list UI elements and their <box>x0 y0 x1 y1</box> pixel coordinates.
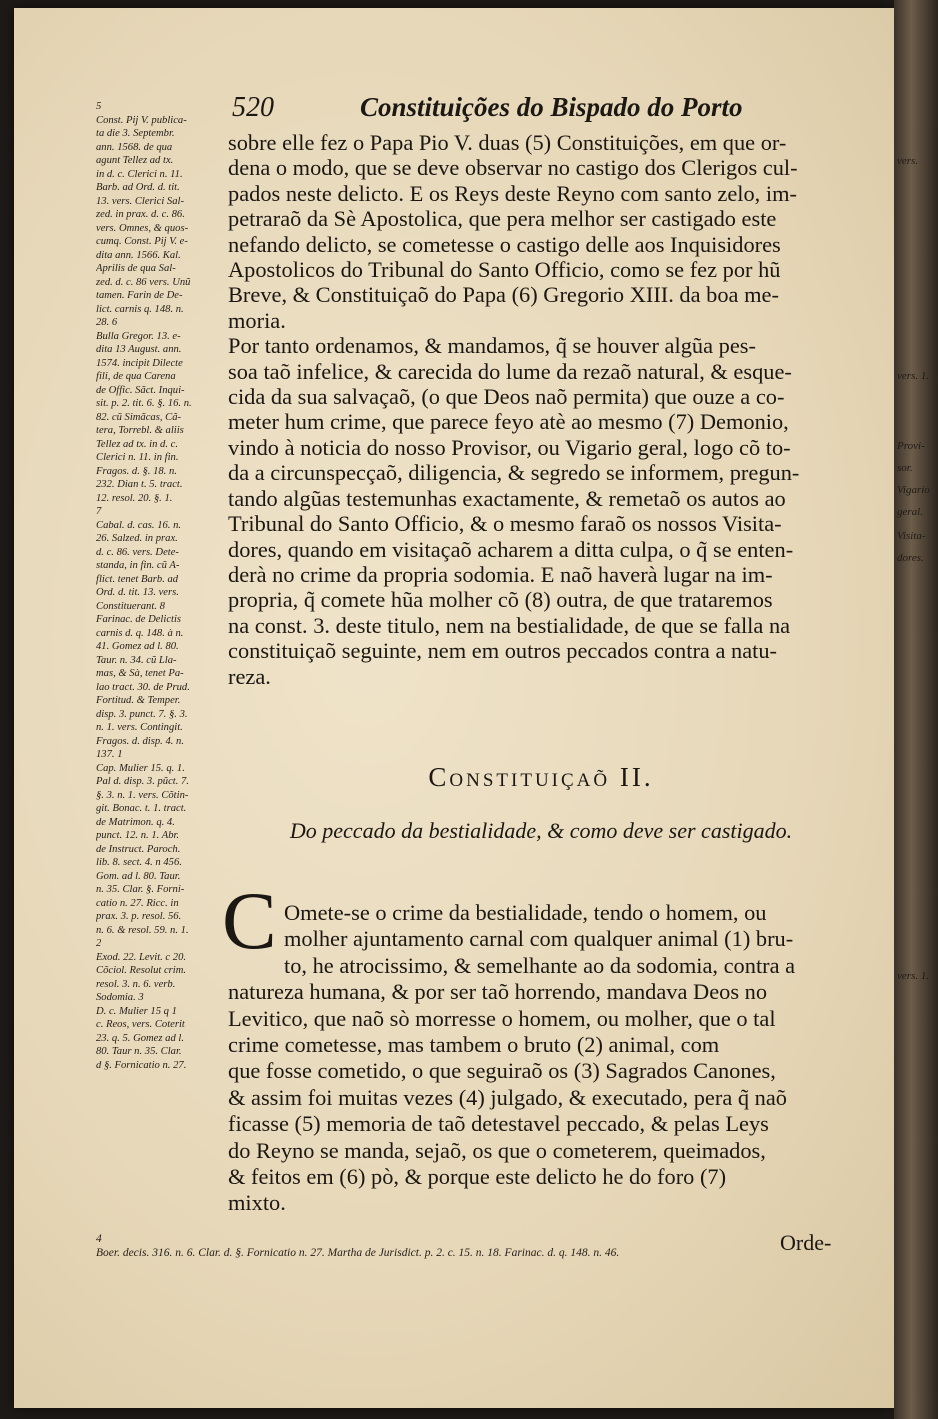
body-line: propria, q̃ comete hũa molher cõ (8) outra, de que trataremos <box>228 587 773 613</box>
body-line: dena o modo, que se deve observar no castigo dos Clerigos cul- <box>228 155 798 181</box>
margin-note-line: §. 3. n. 1. vers. Cõtin- <box>96 789 189 801</box>
body-line: nefando delicto, se cometesse o castigo delle aos Inquisidores <box>228 231 781 257</box>
edge-note: vers. 1. <box>897 970 930 982</box>
margin-note-line: Constituerant. 8 <box>96 600 165 612</box>
body-text-part1 <box>228 130 854 689</box>
margin-note-line: 80. Taur n. 35. Clar. <box>96 1046 182 1057</box>
body-line: reza. <box>228 663 271 689</box>
edge-note: geral. <box>897 506 923 518</box>
margin-note-line: 1574. incipit Dilecte <box>96 357 183 369</box>
margin-note-line: git. Bonac. t. 1. tract. <box>96 803 187 814</box>
margin-note-line: agunt Tellez ad tx. <box>96 155 174 166</box>
footnote-line: Boer. decis. 316. n. 6. Clar. d. §. Fornicatio n. 27. Martha de Jurisdict. p. 2. c. 15. n. 18. Farinac. d. q. 148. n. 46. <box>96 1247 620 1259</box>
edge-note: Vigario <box>897 484 930 496</box>
margin-note-line: punct. 12. n. 1. Abr. <box>96 830 180 841</box>
margin-note-line: d §. Fornicatio n. 27. <box>96 1059 187 1071</box>
margin-note-line: in d. c. Clerici n. 11. <box>96 168 183 180</box>
margin-note-line: dita 13 August. ann. <box>96 344 182 355</box>
margin-note-line: 137. 1 <box>96 749 123 760</box>
margin-note-line: sit. p. 2. tit. 6. §. 16. n. <box>96 398 192 409</box>
margin-note-line: Pal d. disp. 3. pũct. 7. <box>96 776 189 787</box>
margin-note-line: Fragos. d. §. 18. n. <box>96 465 177 477</box>
edge-note: vers. 1. <box>897 370 930 382</box>
margin-note-line: Const. Pij V. publica- <box>96 114 187 126</box>
margin-note-line: Sodomia. 3 <box>96 992 144 1003</box>
margin-note-line: Gom. ad l. 80. Taur. <box>96 870 181 882</box>
edge-note: dores. <box>897 552 924 564</box>
facing-page-edge <box>894 0 938 1419</box>
margin-note-line: de Instruct. Paroch. <box>96 843 181 855</box>
body-line: natureza humana, & por ser taõ horrendo, mandava Deos no <box>228 979 768 1005</box>
margin-note-line: tamen. Farin de De- <box>96 290 183 301</box>
margin-note-line: Farinac. de Delictis <box>96 614 182 625</box>
body-line: derà no crime da propria sodomia. E naõ haverà lugar na im- <box>228 561 773 587</box>
margin-note-line: prax. 3. p. resol. 56. <box>96 911 182 922</box>
body-line: do Reyno se manda, sejaõ, os que o cometerem, queimados, <box>228 1137 766 1163</box>
body-line: ficasse (5) memoria de taõ detestavel peccado, & pelas Leys <box>228 1111 769 1137</box>
body-line: dores, quando em visitaçaõ acharem a ditta culpa, o q̃ se enten- <box>228 536 794 562</box>
margin-note-line: Bulla Gregor. 13. e- <box>96 330 181 342</box>
footnote <box>96 1232 756 1260</box>
margin-note-line: 28. 6 <box>96 317 118 328</box>
body-line: constituiçaõ seguinte, nem em outros peccados contra a natu- <box>228 638 778 664</box>
margin-note-line: mas, & Sà, tenet Pa- <box>96 668 184 679</box>
margin-note-line: disp. 3. punct. 7. §. 3. <box>96 708 188 720</box>
body-line: vindo à noticia do nosso Provisor, ou Vigario geral, logo cõ to- <box>228 434 791 460</box>
margin-note-line: 23. q. 5. Gomez ad l. <box>96 1032 184 1044</box>
margin-note-line: n. 6. & resol. 59. n. 1. <box>96 924 189 936</box>
body-line: Omete-se o crime da bestialidade, tendo o homem, ou <box>284 900 767 925</box>
catchword: Orde- <box>780 1230 832 1255</box>
body-line: Apostolicos do Tribunal do Santo Officio, como se fez por hũ <box>228 257 781 283</box>
margin-note-line: Taur. n. 34. cũ Lla- <box>96 654 177 666</box>
body-line: Por tanto ordenamos, & mandamos, q̃ se houver algũa pes- <box>228 333 756 359</box>
margin-note-line: 82. cũ Simãcas, Cã- <box>96 411 182 423</box>
page-header <box>232 92 832 132</box>
body-line: crime cometesse, mas tambem o bruto (2) animal, com <box>228 1032 720 1058</box>
margin-note-line: ann. 1568. de qua <box>96 141 173 153</box>
body-text-part2 <box>228 900 854 1217</box>
margin-note-line: c. Reos, vers. Coterit <box>96 1019 185 1030</box>
margin-note-line: lao tract. 30. de Prud. <box>96 681 190 693</box>
margin-note-line: 5 <box>96 101 102 112</box>
body-line: Breve, & Constituiçaõ do Papa (6) Gregorio XIII. da boa me- <box>228 282 779 308</box>
margin-note-line: Cõciol. Resolut crim. <box>96 965 187 976</box>
body-line: petraraõ da Sè Apostolica, que pera melhor ser castigado este <box>228 206 777 232</box>
body-line: tando algũas testemunhas exactamente, & remetaõ os autos ao <box>228 485 786 511</box>
body-line: & feitos em (6) pò, & porque este delicto he do foro (7) <box>228 1164 727 1190</box>
margin-note-line: vers. Omnes, & quos- <box>96 222 189 234</box>
margin-note-line: Clerici n. 11. in fin. <box>96 452 179 463</box>
edge-note: Visita- <box>897 530 926 542</box>
body-line: da a circunspecçaõ, diligencia, & segredo se informem, pregun- <box>228 460 800 486</box>
margin-note-line: Cabal. d. cas. 16. n. <box>96 519 182 531</box>
margin-note-line: n. 1. vers. Contingit. <box>96 722 183 733</box>
margin-note-line: catio n. 27. Ricc. in <box>96 897 179 909</box>
margin-note-line: 13. vers. Clerici Sal- <box>96 195 184 207</box>
margin-note-line: Barb. ad Ord. d. tit. <box>96 182 180 193</box>
margin-note-line: carnis d. q. 148. à n. <box>96 627 184 639</box>
margin-note-line: 41. Gomez ad l. 80. <box>96 641 179 652</box>
margin-note-line: d. c. 86. vers. Dete- <box>96 546 179 558</box>
margin-note-line: fili, de qua Carena <box>96 371 176 382</box>
body-line: Tribunal do Santo Officio, & o mesmo faraõ os nossos Visita- <box>228 511 782 537</box>
body-line: que fosse cometido, o que seguiraõ os (3) Sagrados Canones, <box>228 1058 776 1084</box>
body-line: Levitico, que naõ sò morresse o homem, ou molher, que o tal <box>228 1005 776 1031</box>
margin-note-line: lib. 8. sect. 4. n 456. <box>96 857 182 868</box>
margin-note-line: Exod. 22. Levit. c 20. <box>96 951 187 963</box>
edge-note: Provi- <box>897 440 925 452</box>
margin-note-line: n. 35. Clar. §. Forni- <box>96 884 185 895</box>
margin-note-line: cumq. Const. Pij V. e- <box>96 236 188 247</box>
body-line: soa taõ infelice, & carecida do lume da rezaõ natural, & esque- <box>228 358 792 384</box>
running-title: Constituições do Bispado do Porto <box>360 92 743 122</box>
body-line: mixto. <box>228 1190 286 1216</box>
margin-note-line: resol. 3. n. 6. verb. <box>96 978 176 990</box>
margin-note-line: de Offic. Sãct. Inqui- <box>96 384 185 396</box>
body-line: cida da sua salvaçaõ, (o que Deos naõ permita) que ouze a co- <box>228 384 785 410</box>
margin-note-line: Fortitud. & Temper. <box>96 695 181 706</box>
margin-note-line: standa, in fin. cũ A- <box>96 560 180 571</box>
margin-note-line: D. c. Mulier 15 q 1 <box>96 1005 177 1017</box>
margin-note-line: 7 <box>96 506 102 517</box>
margin-note-line: zed. in prax. d. c. 86. <box>96 209 185 220</box>
edge-note: sor. <box>897 462 913 474</box>
margin-note-line: Cap. Mulier 15. q. 1. <box>96 762 185 774</box>
section-subheading: Do peccado da bestialidade, & como deve ser castigado. <box>289 818 793 843</box>
margin-note-line: dita ann. 1566. Kal. <box>96 249 181 261</box>
margin-note-line: Tellez ad tx. in d. c. <box>96 438 178 450</box>
body-line: molher ajuntamento carnal com qualquer animal (1) bru- <box>284 926 794 952</box>
body-line: to, he atrocissimo, & semelhante ao da sodomia, contra a <box>284 952 796 978</box>
page-number: 520 <box>232 92 274 123</box>
footnote-line: 4 <box>96 1233 102 1245</box>
margin-note-line: Aprilis de qua Sal- <box>96 263 176 274</box>
body-line: moria. <box>228 307 286 333</box>
body-line: pados neste delicto. E os Reys deste Reyno com santo zelo, im- <box>228 180 797 206</box>
margin-note-line: 26. Salzed. in prax. <box>96 533 178 544</box>
margin-note-line: 2 <box>96 938 102 949</box>
margin-note-line: 232. Dian t. 5. tract. <box>96 479 183 490</box>
margin-note-line: de Matrimon. q. 4. <box>96 816 175 828</box>
margin-note-line: Fragos. d. disp. 4. n. <box>96 735 184 747</box>
margin-notes <box>96 100 228 1072</box>
drop-cap: C <box>222 875 277 966</box>
margin-note-line: tera, Torrebl. & aliis <box>96 425 184 436</box>
section-heading: Constituiçaõ II. <box>428 762 654 792</box>
body-line: meter hum crime, que parece feyo atè ao mesmo (7) Demonio, <box>228 409 789 435</box>
body-line: & assim foi muitas vezes (4) julgado, & executado, pera q̃ naõ <box>228 1084 787 1110</box>
edge-note: vers. <box>897 155 919 167</box>
body-line: sobre elle fez o Papa Pio V. duas (5) Constituições, em que or- <box>228 130 787 155</box>
margin-note-line: Ord. d. tit. 13. vers. <box>96 587 179 598</box>
body-line: na const. 3. deste titulo, nem na bestialidade, de que se falla na <box>228 612 791 638</box>
margin-note-line: ta die 3. Septembr. <box>96 128 175 139</box>
margin-note-line: flict. tenet Barb. ad <box>96 573 179 585</box>
margin-note-line: lict. carnis q. 148. n. <box>96 303 184 315</box>
margin-note-line: zed. d. c. 86 vers. Unũ <box>96 276 191 288</box>
margin-note-line: 12. resol. 20. §. 1. <box>96 492 173 504</box>
